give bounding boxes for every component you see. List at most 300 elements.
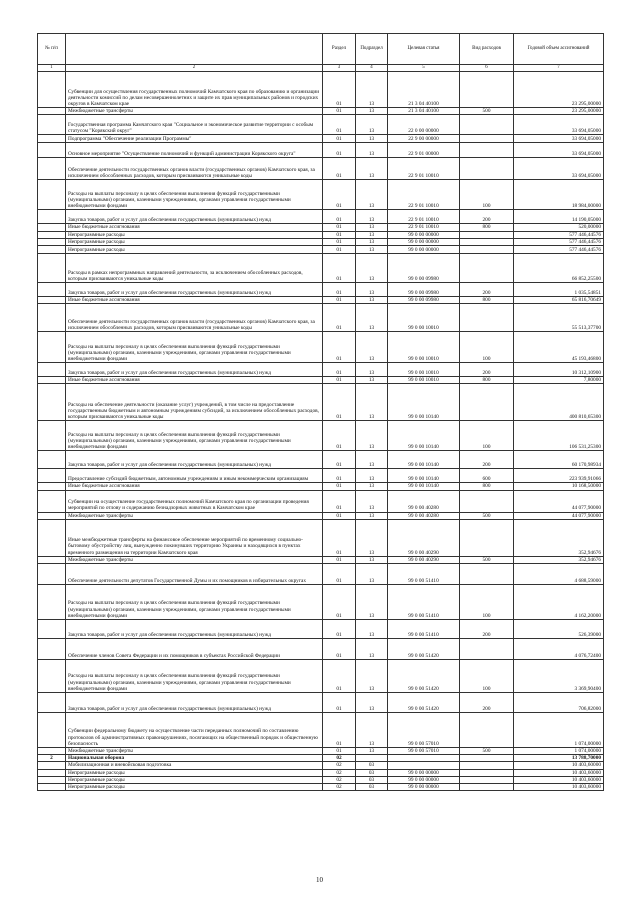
cell-expense-type bbox=[460, 72, 514, 108]
cell-name: Межбюджетные трансферты bbox=[66, 748, 323, 755]
cell-num bbox=[38, 363, 66, 377]
cell-expense-type: 800 bbox=[460, 377, 514, 384]
table-row bbox=[38, 713, 604, 748]
table-row bbox=[38, 246, 604, 254]
cell-amount: 4 162,20000 bbox=[514, 585, 604, 620]
cell-target-article: 22 9 01 10010 bbox=[388, 210, 460, 224]
header-podrazdel: Подраздел bbox=[356, 34, 388, 65]
cell-name: Расходы на обеспечение деятельности (оказание услуг) учреждений, в том числе на предоставление государственным бюджетным и автономным учреждениям субсидий, за исключением обособленных расходов, которым присваиваются уникальные коды bbox=[66, 384, 323, 421]
cell-podrazdel: 13 bbox=[356, 384, 388, 421]
cell-razdel: 01 bbox=[323, 469, 356, 483]
cell-podrazdel: 13 bbox=[356, 158, 388, 180]
cell-expense-type: 800 bbox=[460, 297, 514, 304]
cell-target-article: 99 0 00 10140 bbox=[388, 451, 460, 469]
cell-razdel: 01 bbox=[323, 254, 356, 283]
cell-expense-type bbox=[460, 384, 514, 421]
table-row bbox=[38, 585, 604, 620]
cell-expense-type bbox=[460, 238, 514, 245]
cell-amount: 352,94676 bbox=[514, 519, 604, 556]
cell-num bbox=[38, 639, 66, 660]
cell-amount: 520,00000 bbox=[514, 224, 604, 231]
cell-podrazdel: 13 bbox=[356, 469, 388, 483]
cell-podrazdel: 13 bbox=[356, 693, 388, 713]
table-row bbox=[38, 143, 604, 158]
cell-podrazdel: 13 bbox=[356, 238, 388, 245]
cell-name: Иные бюджетные ассигнования bbox=[66, 224, 323, 231]
cell-name: Иные бюджетные ассигнования bbox=[66, 377, 323, 384]
cell-num: 2 bbox=[38, 755, 66, 762]
cell-expense-type: 200 bbox=[460, 283, 514, 297]
cell-amount: 18 984,00000 bbox=[514, 180, 604, 210]
table-row bbox=[38, 784, 604, 791]
cell-razdel: 02 bbox=[323, 776, 356, 783]
cell-name: Иные бюджетные ассигнования bbox=[66, 297, 323, 304]
table-row bbox=[38, 512, 604, 519]
table-header-row bbox=[38, 34, 604, 65]
cell-name: Закупка товаров, работ и услуг для обеспечения государственных (муниципальных) нужд bbox=[66, 620, 323, 639]
cell-name: Закупка товаров, работ и услуг для обеспечения государственных (муниципальных) нужд bbox=[66, 283, 323, 297]
cell-expense-type: 100 bbox=[460, 180, 514, 210]
cell-razdel: 01 bbox=[323, 556, 356, 563]
header-expense-type: Вид расходов bbox=[460, 34, 514, 65]
cell-num bbox=[38, 135, 66, 143]
table-row bbox=[38, 556, 604, 563]
cell-razdel: 01 bbox=[323, 238, 356, 245]
cell-num bbox=[38, 556, 66, 563]
cell-amount: 10 403,60000 bbox=[514, 784, 604, 791]
cell-expense-type: 100 bbox=[460, 660, 514, 693]
table-row bbox=[38, 158, 604, 180]
cell-name: Непрограммные расходы bbox=[66, 776, 323, 783]
cell-amount: 1 074,00000 bbox=[514, 748, 604, 755]
cell-amount: 577 446,44576 bbox=[514, 231, 604, 238]
cell-amount: 577 446,44576 bbox=[514, 246, 604, 254]
cell-amount: 23 295,00000 bbox=[514, 72, 604, 108]
cell-podrazdel: 13 bbox=[356, 246, 388, 254]
table-row bbox=[38, 620, 604, 639]
header-target-article: Целевая статья bbox=[388, 34, 460, 65]
cell-podrazdel: 13 bbox=[356, 564, 388, 585]
cell-podrazdel: 03 bbox=[356, 776, 388, 783]
table-row bbox=[38, 483, 604, 490]
cell-razdel: 01 bbox=[323, 713, 356, 748]
cell-num bbox=[38, 332, 66, 363]
cell-num bbox=[38, 297, 66, 304]
cell-podrazdel: 13 bbox=[356, 421, 388, 451]
cell-expense-type bbox=[460, 564, 514, 585]
cell-name: Расходы на выплаты персоналу в целях обеспечения выполнения функций государственными (муниципальными) органами, казенными учреждениями, органами управления государственными внебюджетными фондами bbox=[66, 332, 323, 363]
cell-podrazdel: 13 bbox=[356, 377, 388, 384]
cell-expense-type bbox=[460, 639, 514, 660]
cell-num bbox=[38, 564, 66, 585]
budget-table-page bbox=[37, 33, 603, 791]
cell-razdel: 01 bbox=[323, 72, 356, 108]
cell-target-article: 99 0 00 00000 bbox=[388, 769, 460, 776]
cell-name: Иные межбюджетные трансферты на финансовое обеспечение мероприятий по временному социально-бытовому обустройству лиц, вынужденно покинувших территорию Украины и находящихся в пунктах временного размещения на территории Камчатского края bbox=[66, 519, 323, 556]
cell-target-article: 99 0 00 40290 bbox=[388, 519, 460, 556]
cell-name: Межбюджетные трансферты bbox=[66, 556, 323, 563]
cell-expense-type: 600 bbox=[460, 469, 514, 483]
cell-podrazdel: 13 bbox=[356, 585, 388, 620]
cell-amount: 44 077,90000 bbox=[514, 512, 604, 519]
cell-amount: 14 190,05000 bbox=[514, 210, 604, 224]
cell-amount: 526,39000 bbox=[514, 620, 604, 639]
cell-amount: 44 077,90000 bbox=[514, 490, 604, 512]
cell-name: Национальная оборона bbox=[66, 755, 323, 762]
cell-podrazdel: 13 bbox=[356, 556, 388, 563]
cell-num bbox=[38, 304, 66, 332]
cell-name: Расходы на выплаты персоналу в целях обеспечения выполнения функций государственными (муниципальными) органами, казенными учреждениями, органами управления государственными внебюджетными фондами bbox=[66, 585, 323, 620]
cell-razdel: 01 bbox=[323, 180, 356, 210]
cell-podrazdel: 13 bbox=[356, 297, 388, 304]
cell-podrazdel: 13 bbox=[356, 363, 388, 377]
cell-target-article bbox=[388, 755, 460, 762]
cell-name: Обеспечение членов Совета Федерации и их помощников в субъектах Российской Федерации bbox=[66, 639, 323, 660]
cell-num bbox=[38, 108, 66, 115]
cell-expense-type bbox=[460, 755, 514, 762]
cell-razdel: 01 bbox=[323, 143, 356, 158]
table-row bbox=[38, 238, 604, 245]
cell-target-article: 99 0 00 10010 bbox=[388, 332, 460, 363]
cell-target-article: 22 9 00 00000 bbox=[388, 135, 460, 143]
cell-razdel: 01 bbox=[323, 231, 356, 238]
cell-target-article: 22 9 01 00000 bbox=[388, 143, 460, 158]
cell-expense-type: 100 bbox=[460, 585, 514, 620]
cell-name: Субвенции на осуществление государственных полномочий Камчатского края по организации проведения мероприятий по отлову и содержанию безнадзорных животных в Камчатском крае bbox=[66, 490, 323, 512]
cell-name: Закупка товаров, работ и услуг для обеспечения государственных (муниципальных) нужд bbox=[66, 451, 323, 469]
cell-target-article: 99 0 00 51420 bbox=[388, 660, 460, 693]
cell-expense-type: 500 bbox=[460, 512, 514, 519]
cell-target-article: 22 0 00 00000 bbox=[388, 115, 460, 135]
cell-podrazdel bbox=[356, 755, 388, 762]
cell-razdel: 01 bbox=[323, 451, 356, 469]
cell-name: Закупка товаров, работ и услуг для обеспечения государственных (муниципальных) нужд bbox=[66, 363, 323, 377]
cell-num bbox=[38, 469, 66, 483]
cell-expense-type: 500 bbox=[460, 748, 514, 755]
cell-podrazdel: 13 bbox=[356, 72, 388, 108]
table-row bbox=[38, 108, 604, 115]
cell-expense-type: 200 bbox=[460, 210, 514, 224]
cell-name: Расходы на выплаты персоналу в целях обеспечения выполнения функций государственными (муниципальными) органами, казенными учреждениями, органами управления государственными внебюджетными фондами bbox=[66, 660, 323, 693]
column-number: 3 bbox=[323, 65, 356, 72]
cell-expense-type bbox=[460, 143, 514, 158]
table-row bbox=[38, 304, 604, 332]
cell-podrazdel: 13 bbox=[356, 180, 388, 210]
cell-name: Субвенции федеральному бюджету на осуществление части переданных полномочий по составлению протоколов об административных правонарушениях, посягающих на общественный порядок и общественную безопасность bbox=[66, 713, 323, 748]
cell-razdel: 02 bbox=[323, 769, 356, 776]
cell-target-article bbox=[388, 762, 460, 769]
table-row bbox=[38, 377, 604, 384]
cell-podrazdel: 13 bbox=[356, 143, 388, 158]
cell-razdel: 01 bbox=[323, 585, 356, 620]
column-number: 5 bbox=[388, 65, 460, 72]
cell-razdel: 01 bbox=[323, 135, 356, 143]
column-number: 7 bbox=[514, 65, 604, 72]
cell-name: Закупка товаров, работ и услуг для обеспечения государственных (муниципальных) нужд bbox=[66, 210, 323, 224]
cell-amount: 10 403,60000 bbox=[514, 769, 604, 776]
cell-razdel: 02 bbox=[323, 784, 356, 791]
cell-name: Государственная программа Камчатского края "Социальное и экономическое развитие территории с особым статусом "Корякский округ" bbox=[66, 115, 323, 135]
cell-expense-type bbox=[460, 519, 514, 556]
cell-podrazdel: 13 bbox=[356, 224, 388, 231]
cell-target-article: 22 9 01 10010 bbox=[388, 224, 460, 231]
cell-expense-type: 200 bbox=[460, 693, 514, 713]
table-row bbox=[38, 231, 604, 238]
cell-razdel: 01 bbox=[323, 693, 356, 713]
cell-razdel: 01 bbox=[323, 639, 356, 660]
cell-target-article: 99 0 00 10140 bbox=[388, 421, 460, 451]
cell-podrazdel: 13 bbox=[356, 451, 388, 469]
cell-target-article: 99 0 00 51410 bbox=[388, 620, 460, 639]
cell-amount: 7,80000 bbox=[514, 377, 604, 384]
cell-razdel: 01 bbox=[323, 158, 356, 180]
cell-target-article: 99 0 00 10140 bbox=[388, 384, 460, 421]
cell-name: Подпрограмма "Обеспечение реализации Программы" bbox=[66, 135, 323, 143]
cell-target-article: 99 0 00 09980 bbox=[388, 283, 460, 297]
cell-amount: 4 688,59000 bbox=[514, 564, 604, 585]
column-number: 6 bbox=[460, 65, 514, 72]
table-row bbox=[38, 660, 604, 693]
header-razdel: Раздел bbox=[323, 34, 356, 65]
table-row bbox=[38, 135, 604, 143]
cell-num bbox=[38, 762, 66, 769]
cell-podrazdel: 13 bbox=[356, 210, 388, 224]
table-row bbox=[38, 769, 604, 776]
cell-name: Расходы на выплаты персоналу в целях обеспечения выполнения функций государственными (муниципальными) органами, казенными учреждениями, органами управления государственными внебюджетными фондами bbox=[66, 180, 323, 210]
cell-amount: 33 694,05000 bbox=[514, 143, 604, 158]
cell-razdel: 01 bbox=[323, 483, 356, 490]
cell-razdel: 01 bbox=[323, 224, 356, 231]
cell-expense-type: 200 bbox=[460, 451, 514, 469]
cell-name: Субвенции для осуществления государственных полномочий Камчатского края по образованию и организации деятельности комиссий по делам несовершеннолетних и защите их прав муниципальных районов и городских округов в Камчатском крае bbox=[66, 72, 323, 108]
table-row bbox=[38, 224, 604, 231]
cell-expense-type: 100 bbox=[460, 421, 514, 451]
table-row bbox=[38, 254, 604, 283]
cell-num bbox=[38, 283, 66, 297]
table-row bbox=[38, 490, 604, 512]
cell-razdel: 01 bbox=[323, 748, 356, 755]
cell-expense-type bbox=[460, 135, 514, 143]
page-number: 10 bbox=[316, 876, 323, 884]
cell-name: Межбюджетные трансферты bbox=[66, 108, 323, 115]
cell-num bbox=[38, 158, 66, 180]
cell-expense-type bbox=[460, 762, 514, 769]
cell-num bbox=[38, 660, 66, 693]
cell-expense-type bbox=[460, 246, 514, 254]
table-row bbox=[38, 762, 604, 769]
cell-target-article: 99 0 00 51420 bbox=[388, 693, 460, 713]
cell-target-article: 99 0 00 51420 bbox=[388, 639, 460, 660]
cell-num bbox=[38, 585, 66, 620]
cell-amount: 1 035,54851 bbox=[514, 283, 604, 297]
cell-num bbox=[38, 693, 66, 713]
table-row bbox=[38, 469, 604, 483]
cell-target-article: 21 3 04 40100 bbox=[388, 72, 460, 108]
cell-name: Непрограммные расходы bbox=[66, 231, 323, 238]
cell-amount: 65 816,70649 bbox=[514, 297, 604, 304]
cell-amount: 55 513,37700 bbox=[514, 304, 604, 332]
cell-num bbox=[38, 72, 66, 108]
cell-expense-type bbox=[460, 490, 514, 512]
cell-num bbox=[38, 784, 66, 791]
cell-expense-type bbox=[460, 158, 514, 180]
table-row bbox=[38, 421, 604, 451]
cell-razdel: 01 bbox=[323, 304, 356, 332]
cell-num bbox=[38, 421, 66, 451]
cell-name: Расходы на выплаты персоналу в целях обеспечения выполнения функций государственными (муниципальными) органами, казенными учреждениями, органами управления государственными внебюджетными фондами bbox=[66, 421, 323, 451]
cell-num bbox=[38, 769, 66, 776]
cell-name: Межбюджетные трансферты bbox=[66, 512, 323, 519]
cell-target-article: 99 0 00 40280 bbox=[388, 512, 460, 519]
cell-target-article: 99 0 00 10010 bbox=[388, 363, 460, 377]
column-number: 1 bbox=[38, 65, 66, 72]
cell-razdel: 01 bbox=[323, 660, 356, 693]
cell-podrazdel: 13 bbox=[356, 490, 388, 512]
cell-podrazdel: 13 bbox=[356, 135, 388, 143]
table-row bbox=[38, 210, 604, 224]
cell-expense-type bbox=[460, 304, 514, 332]
table-body bbox=[38, 72, 604, 791]
table-row bbox=[38, 180, 604, 210]
cell-amount: 106 531,25300 bbox=[514, 421, 604, 451]
cell-razdel: 01 bbox=[323, 246, 356, 254]
table-row bbox=[38, 72, 604, 108]
cell-amount: 400 810,65300 bbox=[514, 384, 604, 421]
table-row bbox=[38, 115, 604, 135]
cell-amount: 45 193,46800 bbox=[514, 332, 604, 363]
cell-name: Предоставление субсидий бюджетным, автономным учреждениям и иным некоммерческим организациям bbox=[66, 469, 323, 483]
cell-expense-type: 200 bbox=[460, 620, 514, 639]
cell-target-article: 99 0 00 10140 bbox=[388, 469, 460, 483]
cell-podrazdel: 13 bbox=[356, 639, 388, 660]
cell-razdel: 02 bbox=[323, 762, 356, 769]
cell-num bbox=[38, 748, 66, 755]
cell-num bbox=[38, 620, 66, 639]
cell-num bbox=[38, 451, 66, 469]
cell-name: Непрограммные расходы bbox=[66, 246, 323, 254]
cell-target-article: 22 9 01 10010 bbox=[388, 158, 460, 180]
cell-name: Обеспечение деятельности государственных органов власти (государственных органов) Камчатского края, за исключением обособленных расходов, которым присваиваются уникальные коды bbox=[66, 158, 323, 180]
cell-amount: 706,82000 bbox=[514, 693, 604, 713]
cell-name: Обеспечение деятельности депутатов Государственной Думы и их помощников в избирательных округах bbox=[66, 564, 323, 585]
cell-num bbox=[38, 377, 66, 384]
cell-podrazdel: 13 bbox=[356, 231, 388, 238]
cell-expense-type bbox=[460, 254, 514, 283]
cell-razdel: 02 bbox=[323, 755, 356, 762]
cell-target-article: 22 9 01 10010 bbox=[388, 180, 460, 210]
cell-num bbox=[38, 115, 66, 135]
cell-num bbox=[38, 254, 66, 283]
cell-podrazdel: 13 bbox=[356, 115, 388, 135]
cell-amount: 10 403,60000 bbox=[514, 762, 604, 769]
cell-name: Обеспечение деятельности государственных органов власти (государственных органов) Камчатского края, за исключением обособленных расходов, которым присваиваются уникальные коды bbox=[66, 304, 323, 332]
cell-expense-type: 100 bbox=[460, 332, 514, 363]
cell-amount: 10 168,50000 bbox=[514, 483, 604, 490]
cell-razdel: 01 bbox=[323, 564, 356, 585]
cell-podrazdel: 13 bbox=[356, 519, 388, 556]
cell-razdel: 01 bbox=[323, 421, 356, 451]
cell-target-article: 99 0 00 00000 bbox=[388, 238, 460, 245]
table-row bbox=[38, 332, 604, 363]
column-number: 2 bbox=[66, 65, 323, 72]
cell-name: Мобилизационная и вневойсковая подготовка bbox=[66, 762, 323, 769]
cell-amount: 352,94676 bbox=[514, 556, 604, 563]
cell-amount: 13 788,70000 bbox=[514, 755, 604, 762]
cell-target-article: 99 0 00 40290 bbox=[388, 556, 460, 563]
cell-podrazdel: 13 bbox=[356, 748, 388, 755]
column-numbers-row bbox=[38, 65, 604, 72]
cell-razdel: 01 bbox=[323, 283, 356, 297]
cell-podrazdel: 03 bbox=[356, 769, 388, 776]
cell-num bbox=[38, 490, 66, 512]
cell-amount: 223 939,91066 bbox=[514, 469, 604, 483]
cell-target-article: 21 3 04 40100 bbox=[388, 108, 460, 115]
cell-podrazdel: 13 bbox=[356, 512, 388, 519]
cell-expense-type bbox=[460, 115, 514, 135]
cell-amount: 10 312,10900 bbox=[514, 363, 604, 377]
cell-razdel: 01 bbox=[323, 115, 356, 135]
cell-podrazdel: 13 bbox=[356, 108, 388, 115]
cell-target-article: 99 0 00 57010 bbox=[388, 748, 460, 755]
cell-razdel: 01 bbox=[323, 519, 356, 556]
cell-expense-type bbox=[460, 769, 514, 776]
table-row bbox=[38, 519, 604, 556]
cell-podrazdel: 13 bbox=[356, 713, 388, 748]
cell-amount: 33 694,05000 bbox=[514, 135, 604, 143]
cell-amount: 33 694,05000 bbox=[514, 115, 604, 135]
cell-expense-type bbox=[460, 713, 514, 748]
cell-razdel: 01 bbox=[323, 384, 356, 421]
cell-amount: 4 076,72400 bbox=[514, 639, 604, 660]
cell-expense-type: 200 bbox=[460, 363, 514, 377]
cell-name: Иные бюджетные ассигнования bbox=[66, 483, 323, 490]
cell-expense-type: 500 bbox=[460, 556, 514, 563]
cell-num bbox=[38, 231, 66, 238]
cell-target-article: 99 0 00 00000 bbox=[388, 776, 460, 783]
cell-name: Непрограммные расходы bbox=[66, 769, 323, 776]
budget-table bbox=[37, 33, 604, 791]
cell-num bbox=[38, 483, 66, 490]
cell-num bbox=[38, 776, 66, 783]
cell-amount: 33 694,05000 bbox=[514, 158, 604, 180]
cell-target-article: 99 0 00 51410 bbox=[388, 585, 460, 620]
header-name bbox=[66, 34, 323, 65]
table-row bbox=[38, 363, 604, 377]
cell-razdel: 01 bbox=[323, 363, 356, 377]
cell-name: Основное мероприятие "Осуществление полномочий и функций администрации Корякского округа" bbox=[66, 143, 323, 158]
cell-podrazdel: 03 bbox=[356, 784, 388, 791]
cell-podrazdel: 13 bbox=[356, 304, 388, 332]
cell-podrazdel: 03 bbox=[356, 762, 388, 769]
cell-razdel: 01 bbox=[323, 210, 356, 224]
cell-num bbox=[38, 384, 66, 421]
cell-name: Расходы в рамках непрограммных направлений деятельности, за исключением обособленных расходов, которым присваиваются уникальные коды bbox=[66, 254, 323, 283]
cell-expense-type bbox=[460, 231, 514, 238]
cell-razdel: 01 bbox=[323, 620, 356, 639]
cell-num bbox=[38, 210, 66, 224]
cell-expense-type: 800 bbox=[460, 483, 514, 490]
cell-num bbox=[38, 512, 66, 519]
table-row bbox=[38, 755, 604, 762]
table-row bbox=[38, 297, 604, 304]
cell-target-article: 99 0 00 10010 bbox=[388, 377, 460, 384]
cell-name: Непрограммные расходы bbox=[66, 784, 323, 791]
cell-podrazdel: 13 bbox=[356, 254, 388, 283]
cell-num bbox=[38, 143, 66, 158]
cell-target-article: 99 0 00 57010 bbox=[388, 713, 460, 748]
cell-razdel: 01 bbox=[323, 108, 356, 115]
cell-razdel: 01 bbox=[323, 490, 356, 512]
